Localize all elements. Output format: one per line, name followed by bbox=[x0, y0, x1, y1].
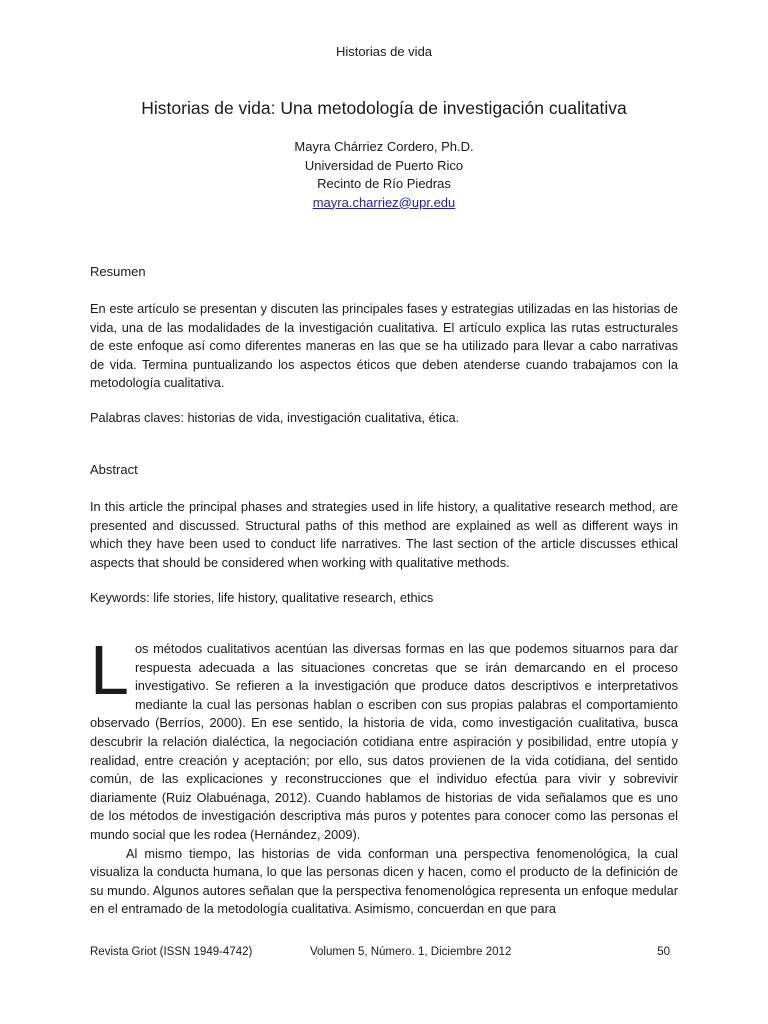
author-affiliation: Universidad de Puerto Rico bbox=[304, 157, 464, 173]
drop-cap: L bbox=[90, 631, 129, 709]
resumen-keywords: Palabras claves: historias de vida, investigación cualitativa, ética. bbox=[90, 410, 460, 425]
author-name: Mayra Chárriez Cordero, Ph.D. bbox=[294, 139, 474, 154]
abstract-heading: Abstract bbox=[90, 462, 138, 477]
article-body bbox=[90, 631, 678, 919]
resumen-heading: Resumen bbox=[90, 264, 146, 279]
author-campus: Recinto de Río Piedras bbox=[317, 176, 451, 191]
footer-volume: Volumen 5, Número. 1, Diciembre 2012 bbox=[310, 946, 512, 958]
resumen-text: En este artículo se presentan y discuten las principales fases y estrategias utilizadas en las historias de vida, una de las modalidades de la investigación cualitativa. El artículo explica las rutas estructurales de este enfoque así como diferentes maneras en las que se ha utilizado para llevar a cabo narrativas de vida. Termina puntualizando los aspectos éticos que deben atenderse cuando trabajamos con la metodología cualitativa. bbox=[90, 301, 678, 391]
body-paragraph-1-text: os métodos cualitativos acentúan las diversas formas en las que podemos situarnos para dar respuesta adecuada a las situaciones concretas que se irán demarcando en el proceso investigativo. Se refieren a la investigación que produce datos descriptivos e interpretativos mediante la cual las personas hablan o escriben con sus propias palabras el comportamiento observado (Berríos, 2000). En ese sentido, la historia de vida, como investigación cualitativa, busca descubrir la relación dialéctica, la negociación cotidiana entre aspiración y posibilidad, entre utopía y realidad, entre creación y aceptación; por ello, sus datos provienen de la vida cotidiana, del sentido común, de las explicaciones y reconstrucciones que el individuo efectúa para vivir y sobrevivir diariamente (Ruiz Olabuénaga, 2012). Cuando hablamos de historias de vida señalamos que es uno de los métodos de investigación descriptiva más puros y potentes para conocer como las personas el mundo social que les rodea (Hernández, 2009). bbox=[90, 641, 678, 842]
author-email-link[interactable]: mayra.charriez@upr.edu bbox=[312, 194, 456, 210]
running-head: Historias de vida bbox=[335, 44, 433, 59]
body-paragraph-1 bbox=[90, 631, 678, 845]
abstract-text: In this article the principal phases and strategies used in life history, a qualitative research method, are presented and discussed. Structural paths of this method are explained as well as different ways in which they have been used to conduct life narratives. The last section of the article discusses ethical aspects that should be considered when working with qualitative methods. bbox=[90, 499, 678, 570]
article-title: Historias de vida: Una metodología de investigación cualitativa bbox=[141, 98, 627, 118]
footer-page-number: 50 bbox=[657, 946, 670, 958]
author-block bbox=[0, 138, 768, 212]
footer-journal: Revista Griot (ISSN 1949-4742) bbox=[90, 946, 253, 958]
abstract-keywords: Keywords: life stories, life history, qualitative research, ethics bbox=[90, 590, 434, 605]
body-paragraph-2: Al mismo tiempo, las historias de vida conforman una perspectiva fenomenológica, la cual visualiza la conducta humana, lo que las personas dicen y hacen, como el producto de la definición de su mundo. Algunos autores señalan que la perspectiva fenomenológica representa un enfoque medular en el entramado de la metodología cualitativa. Asimismo, concuerdan en que para bbox=[90, 845, 678, 917]
